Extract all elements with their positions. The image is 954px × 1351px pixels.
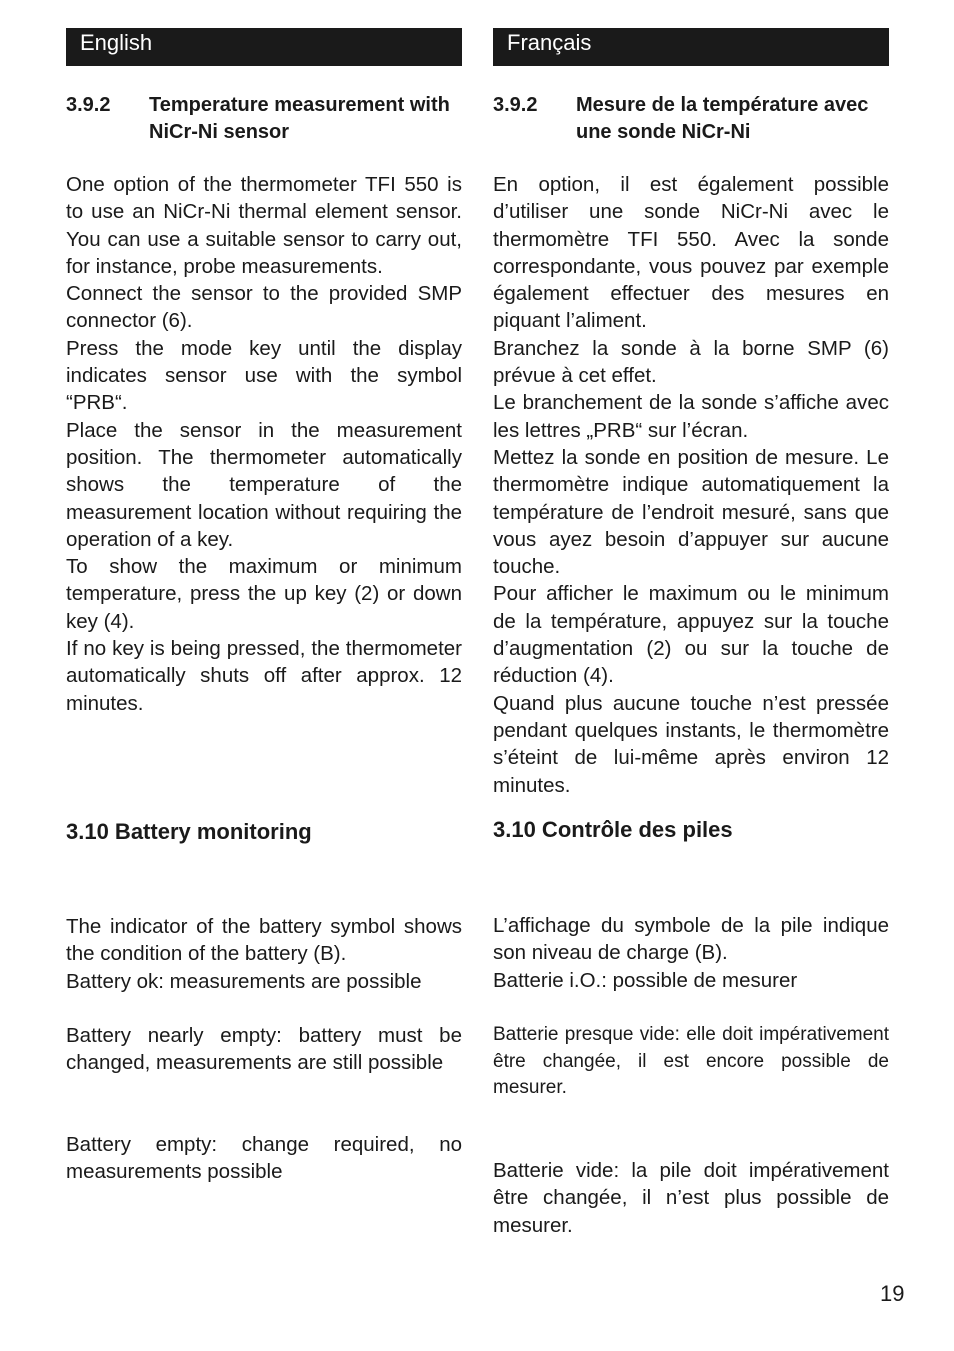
paragraph: Branchez la sonde à la borne SMP (6) prévue à cet effet. (493, 336, 889, 388)
paragraph: Quand plus aucune touche n’est pressée pendant quelques instants, le thermomètre s’éteint de lui-même après environ 12 minutes. (493, 691, 889, 797)
english-language-header: English (66, 28, 462, 66)
section-3-9-2-body-en (66, 171, 462, 717)
paragraph: Battery nearly empty: battery must be changed, measurements are still possible (66, 1024, 462, 1075)
paragraph: Battery empty: change required, no measurements possible (66, 1133, 462, 1184)
paragraph: L’affichage du symbole de la pile indique son niveau de charge (B). (493, 914, 889, 965)
section-3-9-2-body-fr (493, 171, 889, 799)
section-3-10-heading-fr: 3.10 Contrôle des piles (493, 817, 733, 842)
battery-empty-fr (493, 1157, 889, 1239)
french-column (493, 28, 889, 1237)
paragraph: Batterie i.O.: possible de mesurer (493, 968, 798, 992)
paragraph: Le branchement de la sonde s’affiche avec les lettres „PRB“ sur l’écran. (493, 391, 889, 442)
battery-intro-fr (493, 912, 889, 994)
paragraph: To show the maximum or minimum temperature, press the up key (2) or down key (4). (66, 555, 462, 633)
paragraph: If no key is being pressed, the thermometer automatically shuts off after approx. 12 minutes. (66, 637, 462, 715)
paragraph: Press the mode key until the display indicates sensor use with the symbol “PRB“. (66, 336, 462, 415)
paragraph: Connect the sensor to the provided SMP connector (6). (66, 282, 462, 333)
battery-nearly-empty-en (66, 1022, 462, 1077)
page-number: 19 (880, 1281, 905, 1306)
paragraph: Place the sensor in the measurement position. The thermometer automatically shows the temperature of the measurement location without requiring the operation of a key. (66, 418, 462, 551)
paragraph: The indicator of the battery symbol shows the condition of the battery (B). (66, 915, 462, 966)
section-3-10-heading-en: 3.10 Battery monitoring (66, 819, 312, 844)
paragraph: One option of the thermometer TFI 550 is to use an NiCr-Ni thermal element sensor. You can use a suitable sensor to carry out, for instance, probe measurements. (66, 173, 462, 278)
battery-intro-en (66, 913, 462, 995)
paragraph: Mettez la sonde en position de mesure. Le thermomètre indique automatiquement la température de l’endroit mesuré, sans que vous ayez besoin d’appuyer sur aucune touche. (493, 445, 889, 579)
section-title: Mesure de la température avec une sonde NiCr-Ni (576, 94, 869, 143)
paragraph: Pour afficher le maximum ou le minimum de la température, appuyez sur la touche d’augmentation (2) ou sur la touche de réduction (4). (493, 582, 889, 688)
section-number: 3.9.2 (66, 94, 111, 116)
paragraph: En option, il est également possible d’utiliser une sonde NiCr-Ni avec le thermomètre TFI 550. Avec la sonde correspondante, vous pouvez par exemple également effectuer des mesures en piquant l’aliment. (493, 173, 889, 333)
section-title: Temperature measurement with NiCr-Ni sensor (149, 94, 450, 143)
battery-nearly-empty-fr (493, 1022, 889, 1102)
section-number: 3.9.2 (493, 94, 538, 116)
paragraph: Batterie presque vide: elle doit impérativement être changée, il est encore possible de mesurer. (493, 1024, 889, 1098)
battery-empty-en (66, 1131, 462, 1186)
paragraph: Batterie vide: la pile doit impérativement être changée, il n’est plus possible de mesurer. (493, 1159, 889, 1237)
english-column (66, 28, 462, 1184)
paragraph: Battery ok: measurements are possible (66, 969, 422, 993)
french-language-header: Français (493, 28, 889, 66)
